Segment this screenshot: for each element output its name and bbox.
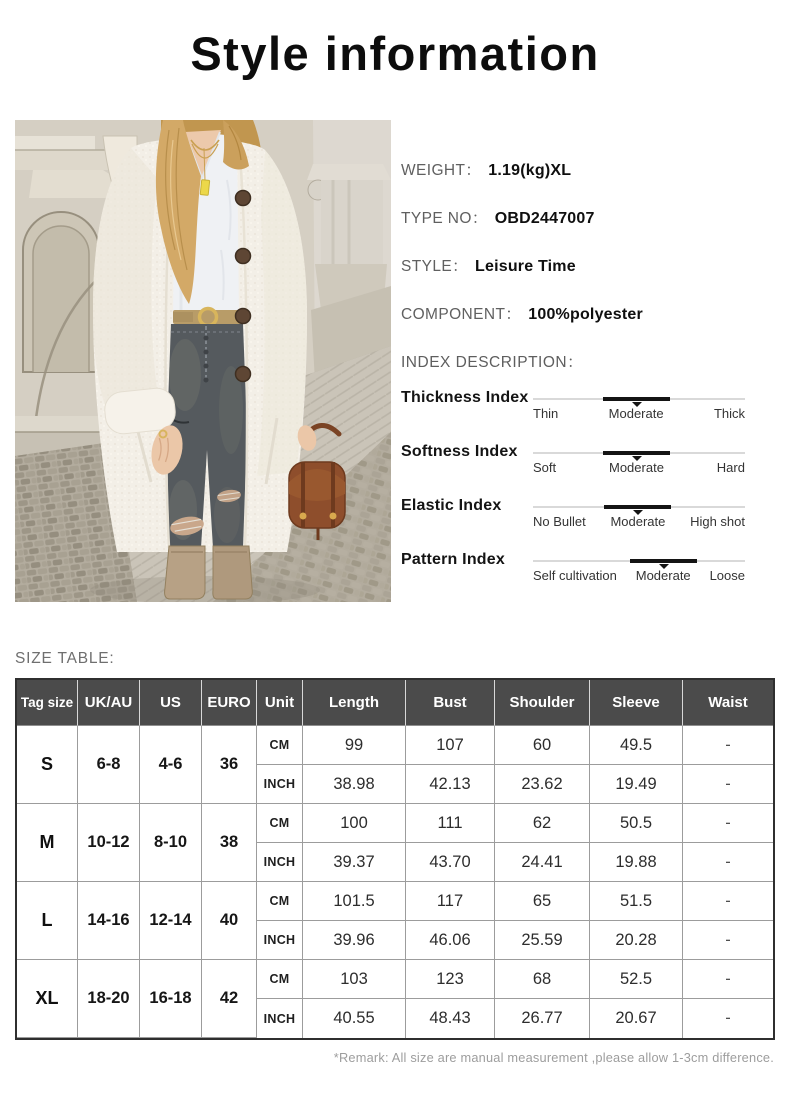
header-row	[17, 680, 773, 726]
column-header: EURO	[202, 680, 257, 726]
spec-label: WEIGHT：	[401, 162, 482, 179]
slider-level-bar	[603, 451, 670, 455]
index-slider	[533, 497, 745, 549]
column-header: Length	[303, 680, 406, 726]
slider-level-bar	[603, 397, 670, 401]
spec-label: TYPE NO：	[401, 210, 488, 227]
index-row	[401, 495, 779, 549]
size-table	[17, 680, 773, 1038]
length-cell: 101.5	[303, 882, 406, 921]
size-table-container	[15, 678, 775, 1040]
page-title: Style information	[190, 27, 600, 80]
slider-options	[533, 460, 745, 475]
bust-cell: 117	[406, 882, 495, 921]
uk-au-cell: 6-8	[78, 726, 140, 804]
shoulder-cell: 65	[495, 882, 590, 921]
index-option: Thin	[533, 406, 559, 421]
spec-value: 1.19(kg)XL	[488, 162, 572, 179]
column-header: Shoulder	[495, 680, 590, 726]
waist-cell: -	[683, 921, 773, 960]
unit-cell: CM	[257, 804, 303, 843]
shoulder-cell: 68	[495, 960, 590, 999]
index-option: Moderate	[635, 568, 691, 583]
sleeve-cell: 20.28	[590, 921, 683, 960]
index-slider	[533, 443, 745, 495]
waist-cell: -	[683, 726, 773, 765]
index-list	[401, 387, 779, 603]
slider-options	[533, 514, 745, 529]
index-option: Self cultivation	[533, 568, 617, 583]
index-label: Elastic Index	[401, 497, 502, 514]
sleeve-cell: 19.49	[590, 765, 683, 804]
length-cell: 38.98	[303, 765, 406, 804]
spec-value: 100%polyester	[528, 306, 643, 323]
index-option: Thick	[713, 406, 745, 421]
column-header: Sleeve	[590, 680, 683, 726]
length-cell: 39.96	[303, 921, 406, 960]
length-cell: 40.55	[303, 999, 406, 1038]
uk-au-cell: 14-16	[78, 882, 140, 960]
sleeve-cell: 51.5	[590, 882, 683, 921]
product-info-panel	[401, 158, 779, 603]
index-row	[401, 387, 779, 441]
unit-cell: CM	[257, 960, 303, 999]
length-cell: 100	[303, 804, 406, 843]
spec-list	[401, 158, 779, 324]
us-cell: 12-14	[140, 882, 202, 960]
bust-cell: 48.43	[406, 999, 495, 1038]
spec-row	[401, 302, 779, 324]
shoulder-cell: 26.77	[495, 999, 590, 1038]
spec-value: OBD2447007	[494, 210, 595, 227]
unit-cell: INCH	[257, 843, 303, 882]
length-cell: 99	[303, 726, 406, 765]
shoulder-cell: 25.59	[495, 921, 590, 960]
table-row	[17, 882, 773, 921]
column-header: US	[140, 680, 202, 726]
euro-cell: 38	[202, 804, 257, 882]
sleeve-cell: 52.5	[590, 960, 683, 999]
spec-row	[401, 254, 779, 276]
unit-cell: CM	[257, 726, 303, 765]
bust-cell: 107	[406, 726, 495, 765]
us-cell: 4-6	[140, 726, 202, 804]
product-photo	[15, 120, 391, 602]
index-option: Moderate	[608, 406, 664, 421]
index-option: Moderate	[609, 460, 664, 475]
index-label: Softness Index	[401, 443, 518, 460]
column-header: Tag size	[17, 680, 78, 726]
waist-cell: -	[725, 1009, 731, 1027]
euro-cell: 36	[202, 726, 257, 804]
uk-au-cell: 10-12	[78, 804, 140, 882]
spec-row	[401, 206, 779, 228]
shoulder-cell: 23.62	[495, 765, 590, 804]
size-tag-cell: XL	[17, 960, 78, 1038]
slider-level-bar	[630, 559, 697, 563]
sleeve-cell: 20.67	[590, 999, 683, 1038]
length-cell: 103	[303, 960, 406, 999]
size-tag-cell: L	[17, 882, 78, 960]
slider-options	[533, 406, 745, 421]
index-description-label: INDEX DESCRIPTION：	[401, 354, 584, 371]
shoulder-cell: 24.41	[495, 843, 590, 882]
product-photo-illustration	[15, 120, 391, 602]
index-label: Pattern Index	[401, 551, 505, 568]
waist-cell: -	[683, 960, 773, 999]
index-option: Moderate	[610, 514, 666, 529]
index-row	[401, 549, 779, 603]
table-row	[17, 960, 773, 999]
index-slider	[533, 389, 745, 441]
remark-note: *Remark: All size are manual measurement ,please allow 1-3cm difference.	[333, 1050, 774, 1065]
index-option: Loose	[709, 568, 745, 583]
column-header: Unit	[257, 680, 303, 726]
sleeve-cell: 49.5	[590, 726, 683, 765]
index-option: No Bullet	[533, 514, 586, 529]
slider-options	[533, 568, 745, 583]
unit-cell: INCH	[257, 765, 303, 804]
shoulder-cell: 62	[495, 804, 590, 843]
spec-label: COMPONENT：	[401, 306, 522, 323]
table-row	[17, 804, 773, 843]
bust-cell: 43.70	[406, 843, 495, 882]
uk-au-cell: 18-20	[78, 960, 140, 1038]
shoulder-cell: 60	[495, 726, 590, 765]
waist-cell: -	[683, 765, 773, 804]
index-label: Thickness Index	[401, 389, 529, 406]
table-row	[17, 726, 773, 765]
us-cell: 16-18	[140, 960, 202, 1038]
unit-cell: INCH	[257, 921, 303, 960]
spec-row	[401, 158, 779, 180]
waist-cell: -	[683, 843, 773, 882]
bust-cell: 46.06	[406, 921, 495, 960]
bust-cell: 111	[406, 804, 495, 843]
waist-cell: -	[683, 804, 773, 843]
column-header: Waist	[683, 680, 773, 726]
slider-level-bar	[604, 505, 671, 509]
bust-cell: 42.13	[406, 765, 495, 804]
us-cell: 8-10	[140, 804, 202, 882]
sleeve-cell: 19.88	[590, 843, 683, 882]
length-cell: 39.37	[303, 843, 406, 882]
size-table-label: SIZE TABLE:	[15, 650, 115, 667]
index-option: Hard	[716, 460, 745, 475]
waist-cell: -	[683, 882, 773, 921]
index-slider	[533, 551, 745, 603]
column-header: Bust	[406, 680, 495, 726]
size-tag-cell: S	[17, 726, 78, 804]
bust-cell: 123	[406, 960, 495, 999]
column-header: UK/AU	[78, 680, 140, 726]
euro-cell: 40	[202, 882, 257, 960]
size-tag-cell: M	[17, 804, 78, 882]
unit-cell: CM	[257, 882, 303, 921]
index-row	[401, 441, 779, 495]
unit-cell: INCH	[257, 999, 303, 1038]
spec-value: Leisure Time	[475, 258, 576, 275]
euro-cell: 42	[202, 960, 257, 1038]
index-option: Soft	[533, 460, 557, 475]
sleeve-cell: 50.5	[590, 804, 683, 843]
index-option: High shot	[690, 514, 745, 529]
spec-label: STYLE：	[401, 258, 469, 275]
